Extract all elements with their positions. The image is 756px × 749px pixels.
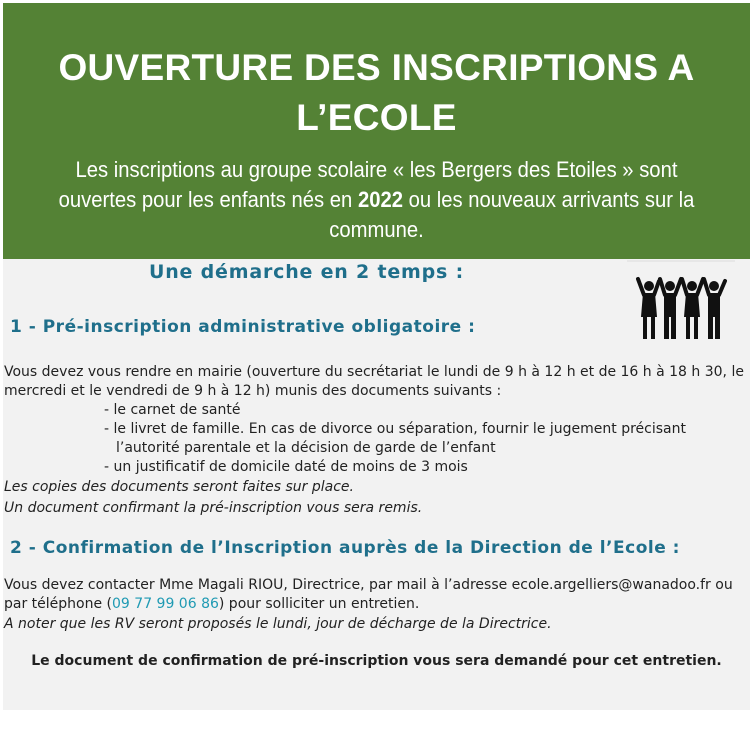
phone-number[interactable]: 09 77 99 06 86 — [112, 596, 219, 612]
section2-text-1: Vous devez contacter Mme Magali RIOU, Directrice, par mail à l’adresse ecole.argelliers@wanadoo.fr ou par téléphone ( — [4, 577, 733, 612]
section2-heading: 2 - Confirmation de l’Inscription auprès de la Direction de l’Ecole : — [10, 538, 680, 558]
documents-list — [104, 401, 724, 477]
subtitle-text-1: Les inscriptions au groupe scolaire « les Bergers des Etoiles » sont ouvertes pour les enfants nés en — [58, 157, 678, 212]
header-banner — [3, 3, 750, 259]
subtitle-text-2: ou les nouveaux arrivants sur la commune. — [329, 187, 695, 242]
section1-note-copies: Les copies des documents seront faites sur place. — [4, 479, 354, 495]
section1-heading: 1 - Pré-inscription administrative obligatoire : — [10, 317, 476, 337]
list-item: - le carnet de santé — [104, 402, 241, 418]
group-of-people-icon — [627, 259, 735, 341]
content-area — [3, 259, 750, 710]
section1-note-confirmation: Un document confirmant la pré-inscription vous sera remis. — [4, 500, 423, 516]
section2-paragraph — [4, 576, 749, 614]
section2-text-2: ) pour solliciter un entretien. — [218, 596, 420, 612]
final-notice: Le document de confirmation de pré-inscription vous sera demandé pour cet entretien. — [31, 653, 722, 669]
list-item: - un justificatif de domicile daté de moins de 3 mois — [104, 459, 468, 475]
title-line-1: OUVERTURE DES INSCRIPTIONS A — [58, 47, 695, 88]
intro-heading: Une démarche en 2 temps : — [149, 261, 464, 283]
list-item: - le livret de famille. En cas de divorce ou séparation, fournir le jugement précisant l’autorité parentale et la décision de garde de l’enfant — [104, 421, 686, 456]
subtitle-year: 2022 — [357, 187, 403, 212]
section2-note: A noter que les RV seront proposés le lundi, jour de décharge de la Directrice. — [4, 616, 552, 632]
banner-subtitle — [59, 155, 695, 245]
page-title — [3, 3, 750, 143]
title-line-2: L’ECOLE — [296, 97, 457, 138]
section1-paragraph: Vous devez vous rendre en mairie (ouverture du secrétariat le lundi de 9 h à 12 h et de 16 h à 18 h 30, le mercredi et le vendredi de 9 h à 12 h) munis des documents suivants : — [4, 364, 744, 399]
